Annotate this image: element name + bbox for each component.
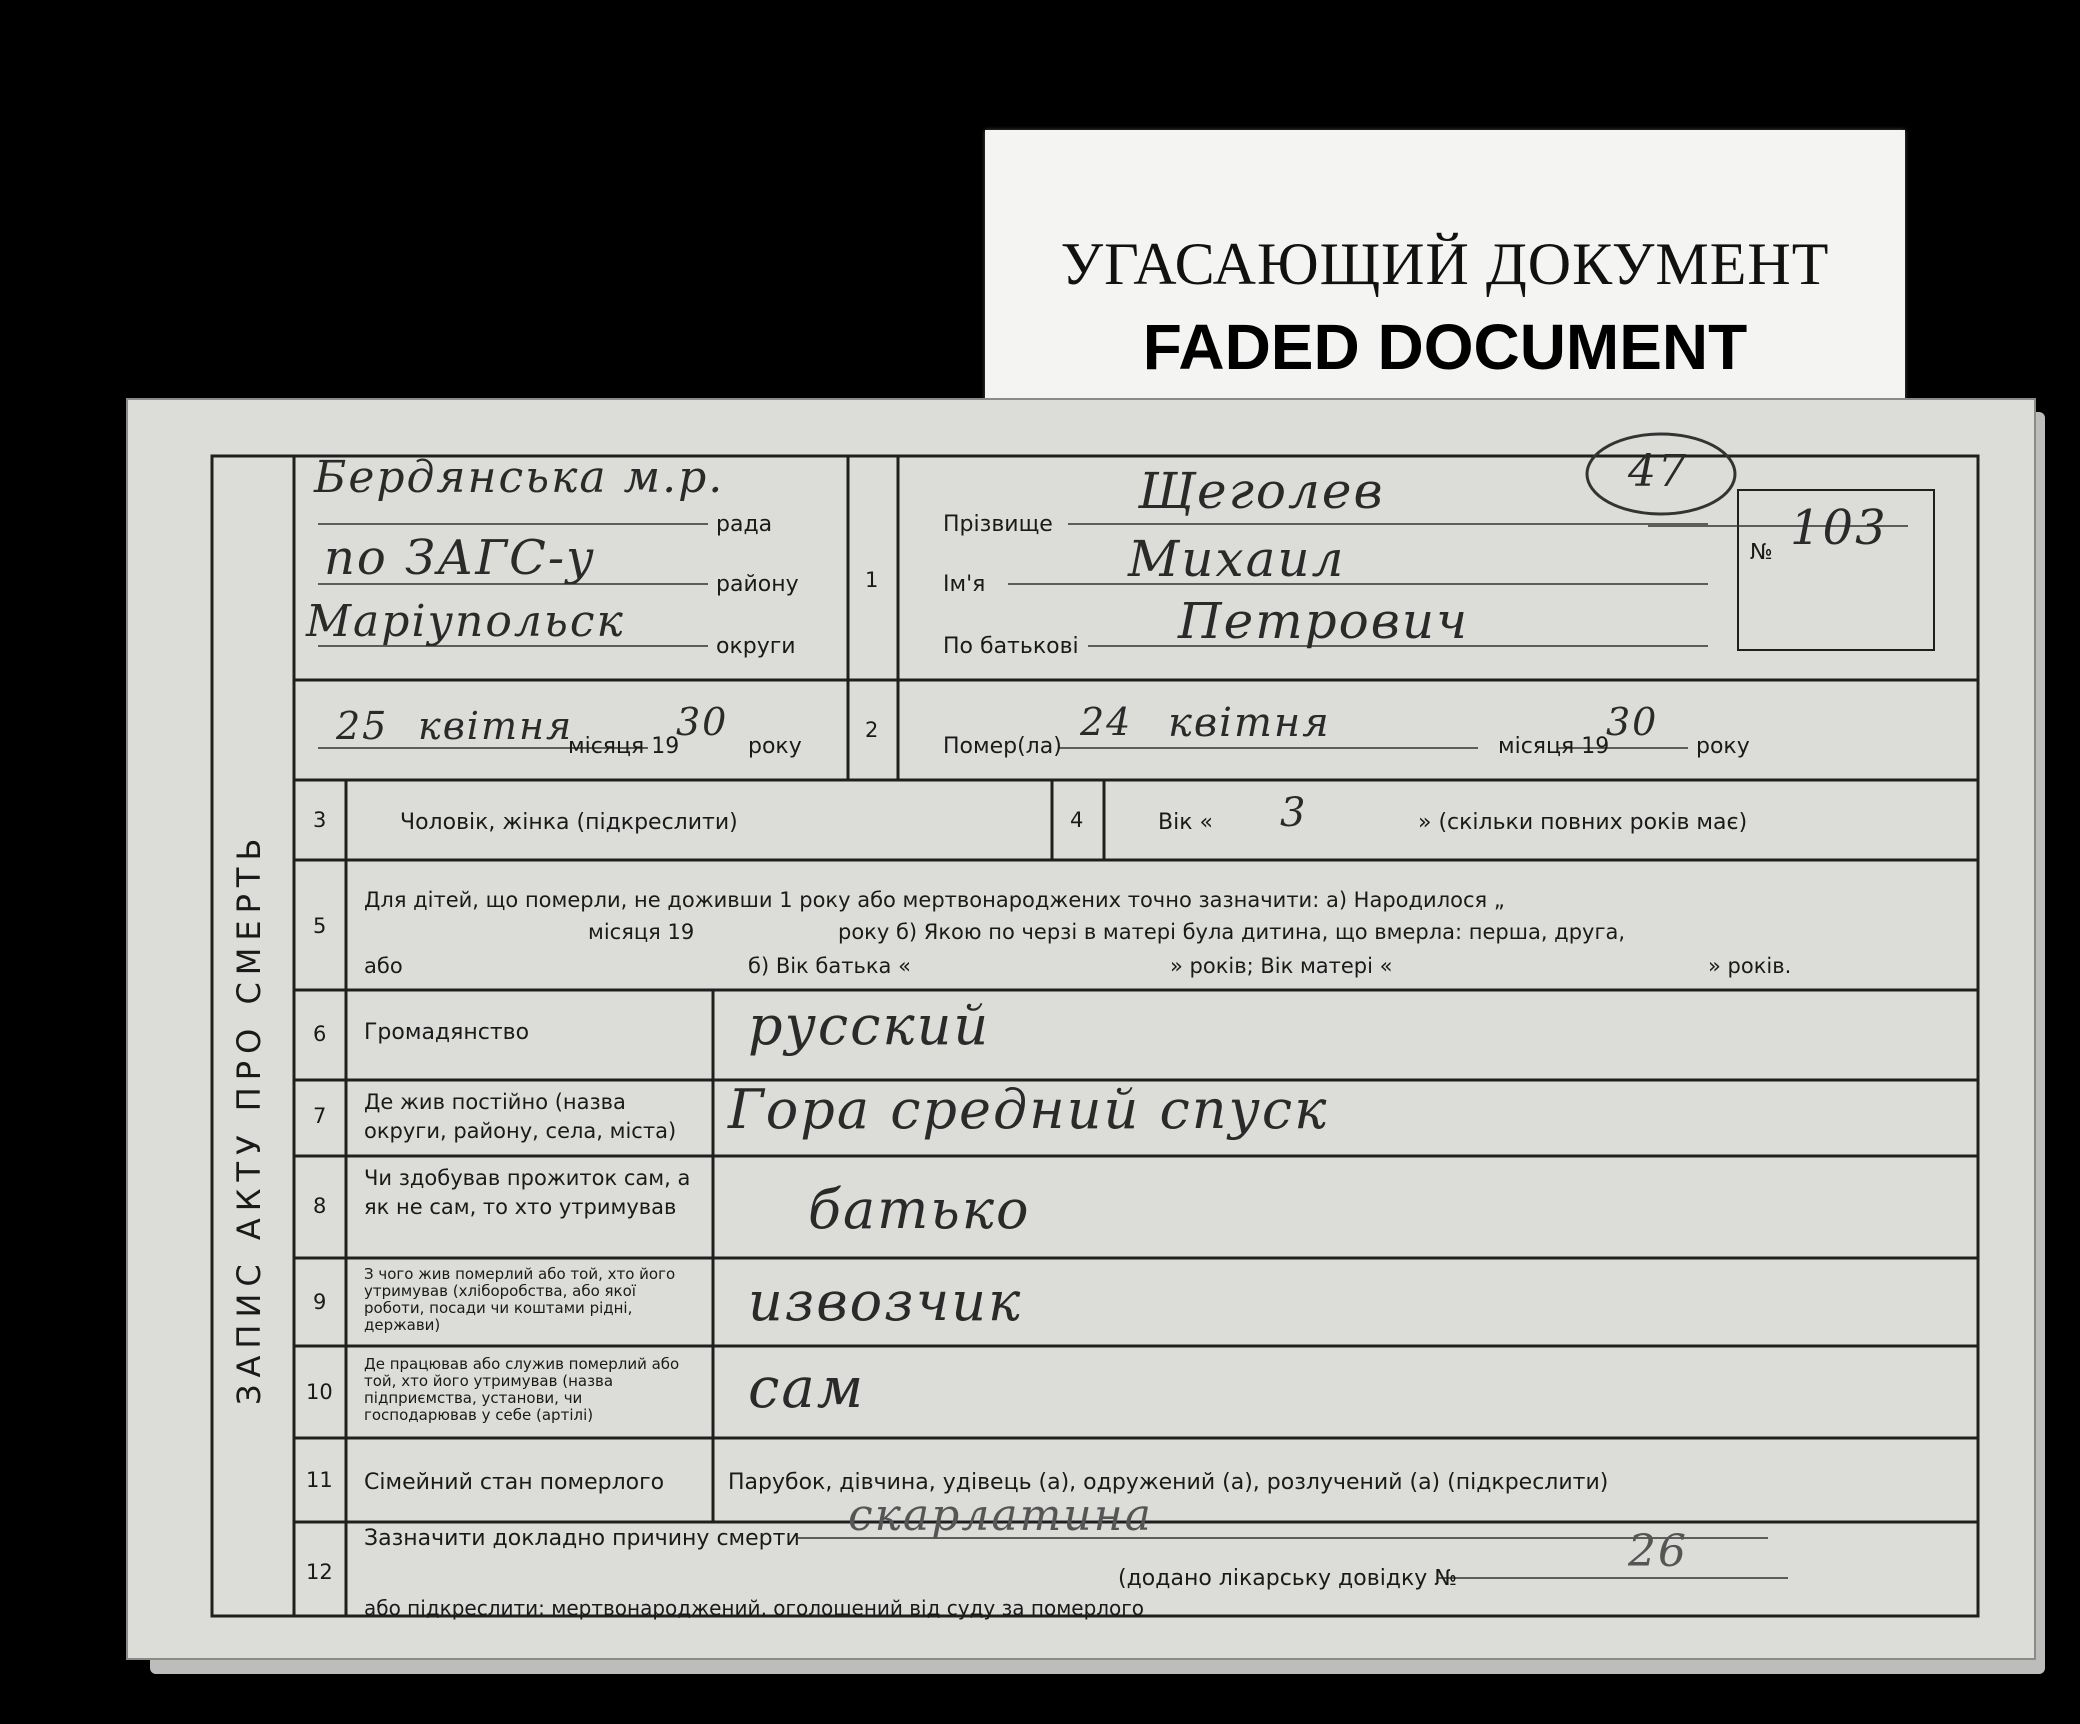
death-record-card [126, 398, 2036, 1660]
surname-value: Щеголев [1138, 462, 1385, 520]
died-year-label: року [1696, 734, 1750, 759]
marital-status-options: Парубок, дівчина, удівець (а), одружений (а), розлучений (а) (підкреслити) [728, 1470, 1609, 1495]
rada-value: Бердянська м.р. [314, 452, 725, 503]
row-number-5: 5 [313, 914, 327, 938]
row-number-6: 6 [313, 1022, 327, 1046]
record-number-label: № [1750, 540, 1773, 565]
infant-years: » років. [1708, 954, 1792, 978]
row-number-3: 3 [313, 808, 327, 832]
residence-value: Гора средний спуск [728, 1078, 1329, 1141]
infant-father-age: б) Вік батька « [748, 954, 911, 978]
died-day-value: 24 [1080, 700, 1133, 744]
row-number-10: 10 [306, 1380, 333, 1404]
infant-mother-age: » років; Вік матері « [1170, 954, 1393, 978]
died-month-label: місяця 19 [1498, 734, 1610, 759]
surname-label: Прізвище [943, 512, 1053, 537]
record-day-value: 25 [336, 704, 389, 748]
rayon-label: району [716, 572, 799, 597]
infant-line-3-or: або [364, 954, 403, 978]
died-label: Помер(ла) [943, 734, 1062, 759]
rada-label: рада [716, 512, 773, 537]
residence-label: Де жив постійно (назва округи, району, села, міста) [364, 1090, 677, 1143]
record-year-value: 30 [676, 700, 729, 744]
row-number-11: 11 [306, 1468, 333, 1492]
citizenship-label: Громадянство [364, 1020, 530, 1045]
patronymic-label: По батькові [943, 634, 1079, 659]
row-number-8: 8 [313, 1194, 327, 1218]
circled-number: 47 [1628, 446, 1688, 497]
infant-line-2-month: місяця 19 [588, 920, 695, 944]
workplace-value: сам [748, 1356, 866, 1421]
cause-of-death-label: Зазначити докладно причину смерти [364, 1526, 800, 1551]
livelihood-label: Чи здобував прожиток сам, а як не сам, то хто утримував [364, 1166, 691, 1219]
income-source-label: З чого жив померлий або той, хто його утримував (хліборобства, або якої роботи, посади чи коштами рідні, держави) [364, 1265, 676, 1334]
marital-status-label: Сімейний стан померлого [364, 1470, 665, 1495]
okrug-label: округи [716, 634, 796, 659]
record-year-label: року [748, 734, 802, 759]
income-source-value: извозчик [748, 1270, 1023, 1333]
name-label: Ім'я [943, 572, 986, 597]
infant-line-1: Для дітей, що померли, не доживши 1 року або мертвонароджених точно зазначити: а) Народилося „ [364, 888, 1505, 912]
age-tail-label: » (скільки повних років має) [1418, 810, 1748, 835]
cause-of-death-value: скарлатина [848, 1490, 1153, 1541]
faded-label-english: FADED DOCUMENT [1142, 311, 1748, 383]
medical-certificate-label: (додано лікарську довідку № [1118, 1566, 1458, 1591]
record-number-value: 103 [1790, 500, 1888, 556]
age-value: 3 [1280, 790, 1308, 836]
side-title: ЗАПИС АКТУ ПРО СМЕРТЬ [230, 831, 268, 1405]
infant-line-2: року б) Якою по черзі в матері була дитина, що вмерла: перша, друга, [838, 920, 1626, 944]
sex-label: Чоловік, жінка (підкреслити) [400, 810, 738, 835]
row-number-12: 12 [306, 1560, 333, 1584]
record-month-value: квітня [418, 704, 574, 748]
died-year-value: 30 [1606, 700, 1659, 744]
patronymic-value: Петрович [1178, 592, 1470, 650]
row-number-1: 1 [865, 568, 879, 592]
citizenship-value: русский [748, 994, 991, 1057]
okrug-value: Маріупольск [306, 596, 625, 647]
livelihood-value: батько [808, 1178, 1031, 1241]
faded-label-russian: УГАСАЮЩИЙ ДОКУМЕНТ [1060, 231, 1830, 297]
row-number-4: 4 [1070, 808, 1084, 832]
rayon-value: по ЗАГС-у [324, 530, 596, 586]
row-number-7: 7 [313, 1104, 327, 1128]
medical-certificate-value: 26 [1628, 1526, 1688, 1577]
row-number-2: 2 [865, 718, 879, 742]
record-month-label: місяця 19 [568, 734, 680, 759]
faded-document-label [985, 130, 1905, 420]
row-number-9: 9 [313, 1290, 327, 1314]
age-label: Вік « [1158, 810, 1213, 835]
stillborn-footer: або підкреслити: мертвонароджений, оголошений від суду за померлого [364, 1596, 1145, 1620]
name-value: Михаил [1128, 530, 1346, 588]
workplace-label: Де працював або служив померлий або той, хто його утримував (назва підприємства, установи, чи господарював у себе (артілі) [364, 1355, 680, 1424]
died-month-value: квітня [1168, 700, 1331, 746]
